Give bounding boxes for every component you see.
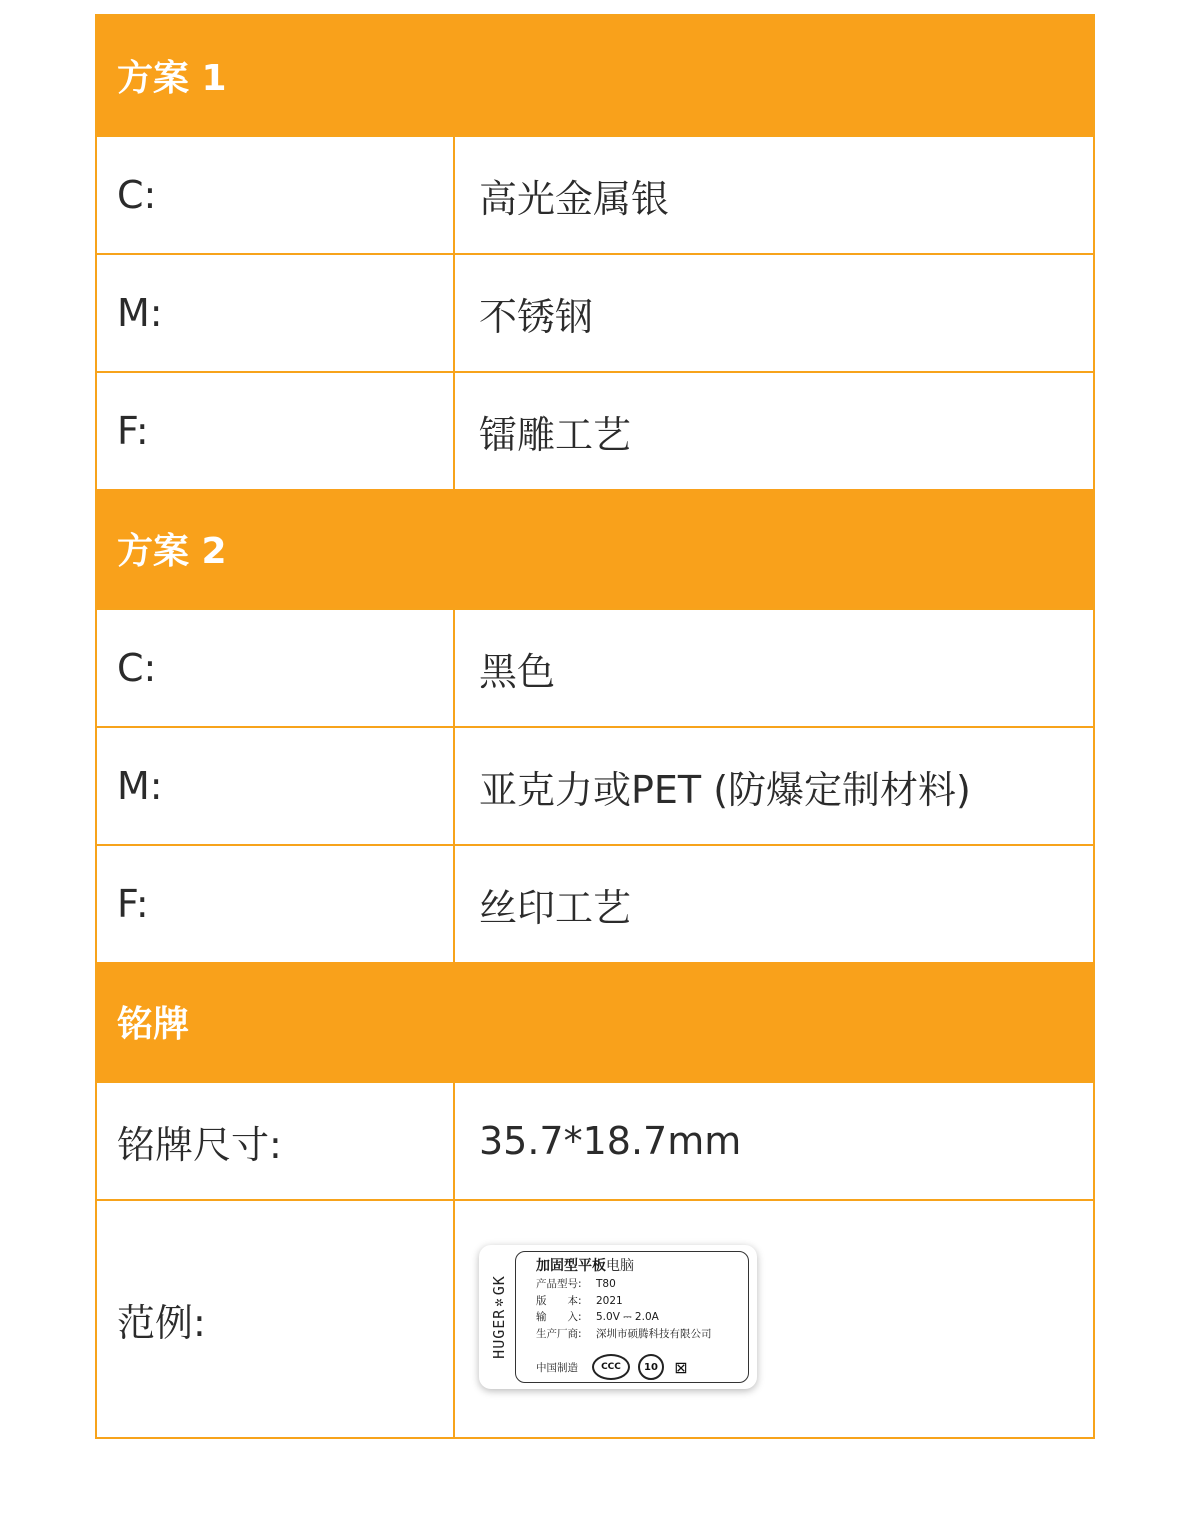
table-row — [97, 253, 1093, 371]
nameplate-content — [515, 1251, 749, 1383]
row-value: 镭雕工艺 — [479, 412, 632, 457]
brand-logo — [485, 1251, 513, 1383]
table-row — [97, 844, 1093, 962]
row-label: F: — [97, 846, 455, 962]
brand-name: HUGER — [490, 1308, 508, 1359]
certification-row — [536, 1354, 738, 1380]
row-label: M: — [97, 255, 455, 371]
table-row — [97, 726, 1093, 844]
spec-value: 深圳市硕腾科技有限公司 — [596, 1327, 712, 1340]
row-value: 35.7*18.7mm — [479, 1119, 742, 1163]
ccc-mark-icon: CCC — [592, 1354, 630, 1380]
spec-value: 2021 — [596, 1294, 623, 1307]
table-row-example — [97, 1199, 1093, 1437]
row-label: M: — [97, 728, 455, 844]
section-header-plan-2 — [97, 489, 1093, 608]
row-label: F: — [97, 373, 455, 489]
eco-10-icon: 10 — [638, 1354, 664, 1380]
spec-key: 生产厂商: — [536, 1327, 582, 1340]
crossed-bin-icon: ⊠ — [674, 1357, 688, 1377]
table-row — [97, 135, 1093, 253]
row-value: 不锈钢 — [479, 294, 594, 339]
nameplate-title — [536, 1256, 738, 1276]
row-label: C: — [97, 137, 455, 253]
section-title: 方案 2 — [117, 531, 227, 572]
gear-icon: ✲ — [491, 1297, 507, 1307]
table-row — [97, 371, 1093, 489]
nameplate-image — [479, 1245, 757, 1389]
section-header-plan-1 — [97, 16, 1093, 135]
example-cell — [455, 1201, 1093, 1437]
title-bold: 加固型平板 — [536, 1258, 606, 1274]
spec-key: 输 入: — [536, 1311, 582, 1323]
spec-line — [536, 1276, 738, 1293]
spec-key: 版 本: — [536, 1294, 582, 1307]
spec-value: T80 — [596, 1278, 616, 1290]
row-label: 铭牌尺寸: — [97, 1083, 455, 1199]
section-title: 方案 1 — [117, 58, 227, 99]
section-header-nameplate — [97, 962, 1093, 1081]
table-row — [97, 1081, 1093, 1199]
row-label: C: — [97, 610, 455, 726]
row-value: 丝印工艺 — [479, 885, 632, 930]
row-value: 亚克力或PET (防爆定制材料) — [479, 767, 971, 812]
row-label: 范例: — [97, 1201, 455, 1437]
row-value: 高光金属银 — [479, 176, 670, 221]
made-in-china: 中国制造 — [536, 1361, 578, 1374]
spec-line — [536, 1326, 738, 1343]
section-title: 铭牌 — [117, 1004, 190, 1045]
row-value: 黑色 — [479, 649, 556, 694]
brand-suffix: GK — [490, 1275, 508, 1296]
title-light: 电脑 — [606, 1258, 634, 1274]
spec-table — [95, 14, 1095, 1439]
spec-line — [536, 1309, 738, 1326]
table-row — [97, 608, 1093, 726]
spec-key: 产品型号: — [536, 1278, 582, 1290]
spec-value: 5.0V ⎓ 2.0A — [596, 1311, 659, 1323]
spec-line — [536, 1293, 738, 1310]
